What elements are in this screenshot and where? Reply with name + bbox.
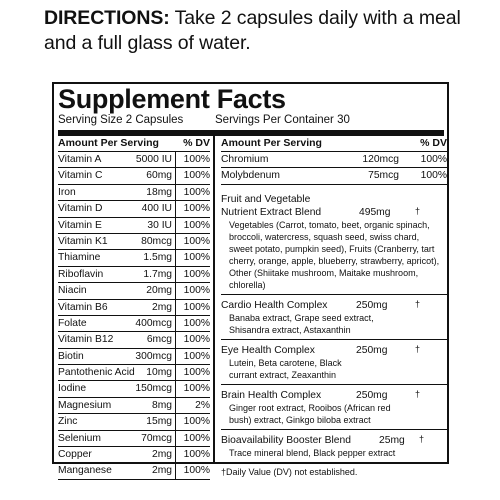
column-divider (175, 316, 176, 331)
nutrient-amount: 2mg (151, 301, 172, 313)
blend-dagger: † (419, 433, 425, 444)
nutrient-name: Vitamin A (58, 154, 102, 165)
nutrient-amount: 5000 IU (135, 154, 172, 165)
table-row (58, 349, 210, 365)
column-divider (175, 185, 176, 200)
nutrient-amount: 10mg (146, 367, 172, 379)
nutrient-amount: 2mg (151, 449, 172, 461)
column-divider (175, 381, 176, 396)
nutrient-amount: 8mg (151, 399, 172, 411)
column-divider (175, 267, 176, 282)
table-row (58, 283, 210, 299)
nutrient-name: Biotin (58, 350, 84, 362)
blend-ingredients: Trace mineral blend, Black pepper extract (229, 447, 396, 458)
nutrient-name: Vitamin C (58, 170, 103, 182)
nutrient-amount: 150mcg (135, 383, 172, 395)
serving-size: Serving Size 2 Capsules (58, 114, 184, 126)
nutrient-amount: 60mg (146, 170, 172, 182)
column-divider (175, 234, 176, 249)
table-row (58, 463, 210, 479)
nutrient-dv: 100% (183, 186, 210, 198)
nutrient-dv: 100% (183, 383, 210, 395)
blend-dagger: † (415, 298, 421, 309)
blend-amount: 250mg (356, 389, 388, 401)
blend-amount: 250mg (356, 344, 388, 356)
nutrient-amount: 1.5mg (143, 252, 172, 264)
directions-text (44, 6, 464, 56)
column-divider (175, 250, 176, 265)
nutrient-dv: 100% (183, 432, 210, 444)
nutrient-amount: 15mg (146, 416, 172, 428)
nutrient-amount: 1.7mg (143, 268, 172, 280)
nutrient-name: Magnesium (58, 399, 112, 411)
nutrient-name: Selenium (58, 432, 101, 444)
nutrient-name: Vitamin E (58, 219, 102, 231)
table-row (58, 201, 210, 217)
panel-title: Supplement Facts (58, 84, 286, 114)
nutrient-amount: 20mg (146, 285, 172, 297)
nutrient-amount: 120mcg (362, 154, 399, 165)
nutrient-amount: 2mg (151, 465, 172, 477)
blend-amount: 25mg (379, 434, 405, 446)
blend-title-row (221, 344, 447, 357)
nutrient-name: Folate (58, 317, 87, 329)
blend-ingredients: Banaba extract, Grape seed extract, Shisandra extract, Astaxanthin (229, 312, 374, 335)
table-row (58, 168, 210, 184)
nutrient-dv: 100% (183, 285, 210, 297)
column-divider (175, 431, 176, 446)
blend-ingredients: Ginger root extract, Rooibos (African red bush) extract, Ginkgo biloba extract (229, 402, 391, 425)
directions-label: DIRECTIONS: (44, 7, 170, 29)
nutrient-dv: 100% (183, 465, 210, 477)
nutrient-dv: 100% (183, 252, 210, 264)
left-header-amount: Amount Per Serving (58, 137, 159, 149)
blend-eye (221, 344, 447, 385)
left-rows (58, 152, 210, 480)
nutrient-dv: 100% (183, 268, 210, 280)
blend-bioavailability (221, 434, 447, 463)
nutrient-name: Zinc (58, 416, 78, 428)
nutrient-name: Molybdenum (221, 170, 280, 182)
nutrient-name: Chromium (221, 154, 269, 165)
directions-body: Take 2 capsules daily with a meal and a full glass of water. (44, 7, 461, 54)
column-divider (175, 283, 176, 298)
nutrient-name: Copper (58, 449, 92, 461)
nutrient-name: Vitamin B12 (58, 334, 114, 346)
left-header-dv: % DV (183, 137, 210, 149)
column-divider (175, 300, 176, 315)
nutrient-name: Thiamine (58, 252, 101, 264)
right-column (213, 136, 447, 477)
nutrient-amount: 30 IU (147, 219, 172, 231)
nutrient-dv: 100% (183, 317, 210, 329)
blend-dagger: † (415, 388, 421, 399)
column-divider (175, 365, 176, 380)
column-divider (175, 332, 176, 347)
blend-cardio (221, 299, 447, 340)
blend-ingredients: Lutein, Beta carotene, Black currant extract, Zeaxanthin (229, 357, 342, 380)
right-header-amount: Amount Per Serving (221, 137, 322, 149)
nutrient-dv: 100% (420, 154, 447, 165)
table-row (58, 365, 210, 381)
nutrient-dv: 100% (420, 170, 447, 182)
table-row (58, 332, 210, 348)
left-header (58, 136, 210, 152)
table-row (58, 398, 210, 414)
nutrient-dv: 100% (183, 219, 210, 231)
supplement-facts-panel (52, 82, 449, 477)
nutrient-dv: 2% (195, 399, 210, 411)
table-row (58, 381, 210, 397)
nutrient-dv: 100% (183, 334, 210, 346)
nutrient-amount: 300mcg (135, 350, 172, 362)
right-header-dv: % DV (420, 137, 447, 149)
blend-title-line2 (221, 206, 447, 219)
blend-title: Eye Health Complex (221, 344, 315, 356)
nutrient-amount: 400 IU (141, 203, 172, 215)
blend-title: Brain Health Complex (221, 389, 322, 401)
column-divider (175, 152, 176, 167)
table-row (58, 300, 210, 316)
blend-title: Cardio Health Complex (221, 299, 328, 311)
servings-per-container: Servings Per Container 30 (215, 114, 350, 126)
table-row (58, 218, 210, 234)
table-row (58, 267, 210, 283)
table-row (221, 168, 447, 184)
blend-dagger: † (415, 205, 421, 216)
nutrient-dv: 100% (183, 449, 210, 461)
nutrient-name: Iron (58, 186, 76, 198)
column-divider (175, 168, 176, 183)
blend-dagger: † (415, 343, 421, 354)
table-row (58, 414, 210, 430)
facts-columns (58, 136, 447, 477)
blend-fruit-vegetable (221, 193, 447, 295)
column-divider (175, 447, 176, 462)
blend-amount: 495mg (359, 206, 391, 218)
right-header (221, 136, 447, 152)
table-row (58, 152, 210, 168)
nutrient-amount: 6mcg (146, 334, 172, 346)
column-divider (175, 414, 176, 429)
nutrient-name: Vitamin K1 (58, 235, 108, 247)
blend-brain (221, 389, 447, 430)
nutrient-name: Manganese (58, 465, 112, 477)
blend-title-text: Nutrient Extract Blend (221, 206, 322, 218)
nutrient-name: Riboflavin (58, 268, 104, 280)
left-column (58, 136, 210, 480)
table-row (58, 316, 210, 332)
serving-info (58, 113, 444, 128)
nutrient-name: Vitamin B6 (58, 301, 108, 313)
column-divider (175, 463, 176, 478)
nutrient-name: Iodine (58, 383, 87, 395)
nutrient-amount: 400mcg (135, 317, 172, 329)
nutrient-dv: 100% (183, 350, 210, 362)
nutrient-dv: 100% (183, 367, 210, 379)
table-row (58, 250, 210, 266)
nutrient-name: Pantothenic Acid (58, 367, 135, 379)
nutrient-amount: 80mcg (141, 235, 172, 247)
column-divider (175, 398, 176, 413)
column-divider (175, 201, 176, 216)
nutrient-amount: 75mcg (368, 170, 399, 182)
blend-title: Fruit and Vegetable (221, 193, 311, 205)
table-row (58, 431, 210, 447)
column-divider (175, 349, 176, 364)
blend-title-row (221, 434, 447, 447)
nutrient-name: Vitamin D (58, 203, 103, 215)
blend-title-row (221, 389, 447, 402)
nutrient-amount: 18mg (146, 186, 172, 198)
table-row (58, 185, 210, 201)
dv-footnote: †Daily Value (DV) not established. (221, 466, 358, 477)
nutrient-dv: 100% (183, 235, 210, 247)
nutrient-dv: 100% (183, 203, 210, 215)
table-row (58, 234, 210, 250)
blend-title-row (221, 299, 447, 312)
column-divider (175, 218, 176, 233)
blend-amount: 250mg (356, 299, 388, 311)
nutrient-amount: 70mcg (141, 432, 172, 444)
nutrient-name: Niacin (58, 285, 87, 297)
table-row (58, 447, 210, 463)
blend-title: Bioavailability Booster Blend (221, 434, 351, 446)
blend-ingredients: Vegetables (Carrot, tomato, beet, organic spinach, broccoli, watercress, squash seed, swiss chard, sweet potato, pumpkin seed), Fruits (Cranberry, tart cherry, orange, apple, blueberry, strawberry, apricot), Other (Shiitake mushroom, Maitake mushroom, chlorella) (229, 219, 440, 290)
nutrient-dv: 100% (183, 170, 210, 182)
table-row (221, 152, 447, 168)
nutrient-dv: 100% (183, 301, 210, 313)
nutrient-dv: 100% (183, 154, 210, 165)
nutrient-dv: 100% (183, 416, 210, 428)
